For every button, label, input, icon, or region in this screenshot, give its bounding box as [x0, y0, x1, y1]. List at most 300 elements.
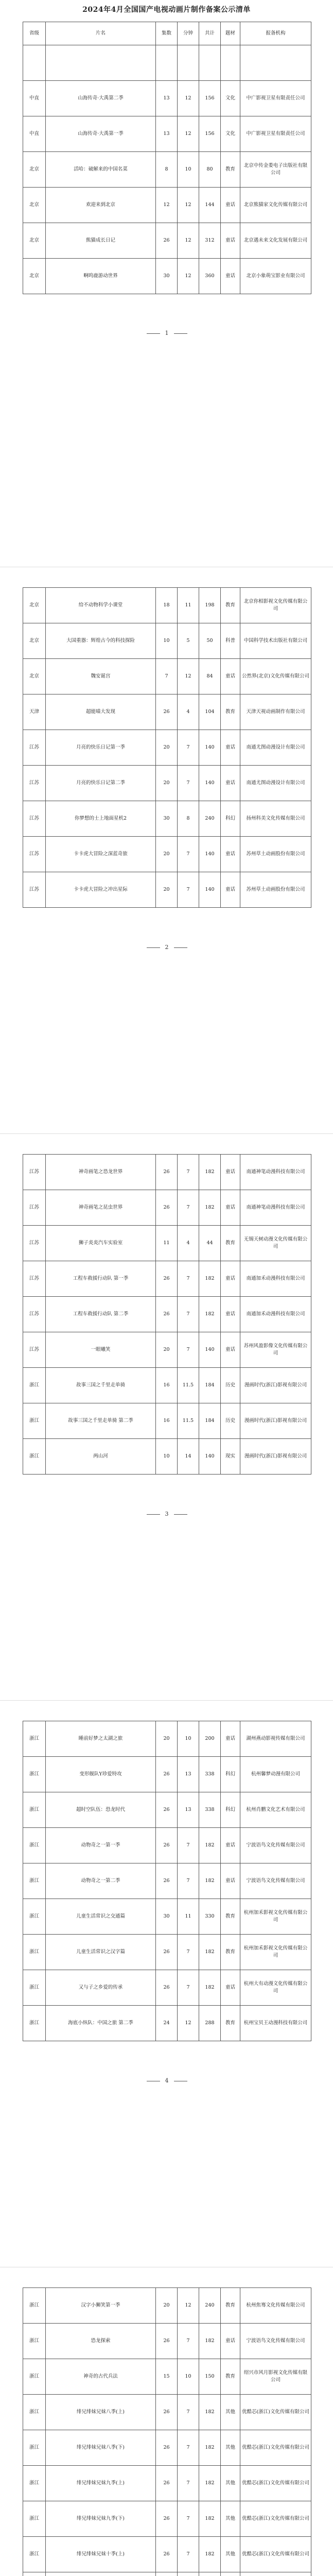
minutes-cell: 7	[178, 1297, 199, 1332]
region-cell: 江苏	[23, 1155, 46, 1190]
org-cell: 南通尤图动漫设计有限公司	[240, 766, 311, 801]
table-row	[23, 2572, 311, 2576]
org-cell: 宁波语鸟文化传媒有限公司	[240, 2324, 311, 2359]
total-cell: 184	[199, 1403, 221, 1439]
page-4	[23, 1721, 311, 2041]
title-cell: 绯兄绯妹兄妹八季(下)	[46, 2430, 156, 2466]
org-cell: 中广影视卫星有限责任公司	[240, 81, 311, 116]
total-cell: 182	[199, 2395, 221, 2430]
title-cell: 工程车救援行动队 第一季	[46, 1261, 156, 1297]
minutes-cell: 10	[178, 2359, 199, 2395]
table-row	[23, 1935, 311, 1970]
genre-cell: 童话	[221, 1863, 240, 1899]
minutes-cell: 7	[178, 1155, 199, 1190]
episodes-cell: 26	[156, 2537, 178, 2572]
org-cell: 公然界(北京)文化传媒有限公司	[240, 659, 311, 694]
title-cell: 神奇画笔之昆虫世界	[46, 1190, 156, 1226]
episodes-cell: 30	[156, 259, 178, 294]
minutes-cell: 5	[178, 623, 199, 659]
title-cell: 海底小纵队：中国之旅 第二季	[46, 2006, 156, 2041]
total-cell: 50	[199, 623, 221, 659]
org-cell: 中广影视卫星有限责任公司	[240, 116, 311, 152]
org-cell: 漫画时代(浙江)影视有限公司	[240, 1368, 311, 1403]
page-separator	[0, 1133, 333, 1134]
table-row	[23, 1226, 311, 1261]
genre-cell: 其他	[221, 2537, 240, 2572]
page-5	[23, 2287, 311, 2576]
region-cell: 江苏	[23, 1190, 46, 1226]
column-header: 题材	[221, 22, 240, 45]
region-cell: 北京	[23, 223, 46, 259]
genre-cell: 童话	[221, 1828, 240, 1863]
region-cell: 浙江	[23, 2359, 46, 2395]
total-cell: 182	[199, 1155, 221, 1190]
record-table	[23, 2287, 311, 2576]
table-row	[23, 1899, 311, 1935]
title-cell: 故事三国之千里走单骑 第二季	[46, 1403, 156, 1439]
total-cell: 104	[199, 694, 221, 730]
table-row	[23, 1439, 311, 1475]
total-cell: 330	[199, 1899, 221, 1935]
column-header: 共计	[199, 22, 221, 45]
minutes-cell: 7	[178, 1935, 199, 1970]
org-cell: 南通加禾动漫科技有限公司	[240, 1261, 311, 1297]
table-row	[23, 2537, 311, 2572]
episodes-cell: 26	[156, 1863, 178, 1899]
region-cell: 中直	[23, 116, 46, 152]
episodes-cell: 26	[156, 2430, 178, 2466]
region-cell: 天津	[23, 694, 46, 730]
total-cell: 156	[199, 81, 221, 116]
episodes-cell: 15	[156, 2359, 178, 2395]
episodes-cell: 10	[156, 1439, 178, 1475]
episodes-cell: 30	[156, 1899, 178, 1935]
genre-cell: 教育	[221, 1226, 240, 1261]
minutes-cell: 7	[178, 837, 199, 872]
region-cell: 浙江	[23, 2466, 46, 2501]
page-number	[23, 2077, 311, 2084]
genre-cell: 童话	[221, 1261, 240, 1297]
episodes-cell: 11	[156, 1226, 178, 1261]
episodes-cell: 26	[156, 1155, 178, 1190]
episodes-cell: 18	[156, 588, 178, 623]
table-header-row	[23, 22, 311, 45]
total-cell: 182	[199, 1297, 221, 1332]
episodes-cell: 13	[156, 116, 178, 152]
episodes-cell: 20	[156, 2288, 178, 2324]
minutes-cell: 7	[178, 1863, 199, 1899]
total-cell: 84	[199, 659, 221, 694]
org-cell: 苏州草土动画股份有限公司	[240, 837, 311, 872]
total-cell: 182	[199, 1970, 221, 2006]
total-cell: 156	[199, 116, 221, 152]
title-cell: 恐龙探索	[46, 2324, 156, 2359]
total-cell: 182	[199, 2430, 221, 2466]
table-row	[23, 45, 311, 81]
episodes-cell: 10	[156, 623, 178, 659]
column-header: 集数	[156, 22, 178, 45]
org-cell: 湖州燕动影视传媒有限公司	[240, 1721, 311, 1757]
region-cell: 浙江	[23, 1403, 46, 1439]
episodes-cell: 30	[156, 801, 178, 837]
total-cell: 140	[199, 1439, 221, 1475]
genre-cell: 历史	[221, 1403, 240, 1439]
org-cell: 优酷芯(浙江)文化传媒有限公司	[240, 2466, 311, 2501]
region-cell: 浙江	[23, 2288, 46, 2324]
region-cell: 江苏	[23, 766, 46, 801]
page-3	[23, 1154, 311, 1475]
total-cell: 182	[199, 1190, 221, 1226]
minutes-cell: 7	[178, 2501, 199, 2537]
title-cell	[46, 45, 156, 81]
table-row	[23, 2006, 311, 2041]
title-cell: 汉字小狮笑第一季	[46, 2288, 156, 2324]
total-cell: 182	[199, 1828, 221, 1863]
episodes-cell: 26	[156, 1970, 178, 2006]
record-table	[23, 1721, 311, 2041]
table-row	[23, 152, 311, 188]
episodes-cell: 7	[156, 659, 178, 694]
table-row	[23, 837, 311, 872]
page-number-text: 1	[165, 330, 169, 336]
title-cell: 神奇的古代兵法	[46, 2359, 156, 2395]
genre-cell: 童话	[221, 837, 240, 872]
table-row	[23, 2359, 311, 2395]
region-cell: 浙江	[23, 1863, 46, 1899]
minutes-cell: 14	[178, 1439, 199, 1475]
episodes-cell: 26	[156, 1190, 178, 1226]
total-cell: 184	[199, 1368, 221, 1403]
org-cell: 宁波语鸟文化传媒有限公司	[240, 1863, 311, 1899]
page-number-dash	[174, 1514, 187, 1515]
title-cell: 一眼曦笑	[46, 1332, 156, 1368]
genre-cell: 科幻	[221, 801, 240, 837]
table-row	[23, 1332, 311, 1368]
page-number-dash	[147, 1514, 160, 1515]
title-cell: 工程车救援行动队 第二季	[46, 1297, 156, 1332]
total-cell: 140	[199, 1332, 221, 1368]
region-cell: 北京	[23, 623, 46, 659]
genre-cell: 教育	[221, 588, 240, 623]
episodes-cell: 26	[156, 223, 178, 259]
title-cell: 儿童生活常识之汉字篇	[46, 1935, 156, 1970]
total-cell: 44	[199, 1226, 221, 1261]
page-separator	[0, 1700, 333, 1701]
minutes-cell: 12	[178, 188, 199, 223]
genre-cell: 童话	[221, 1297, 240, 1332]
total-cell	[199, 2572, 221, 2576]
episodes-cell: 26	[156, 1261, 178, 1297]
total-cell: 144	[199, 188, 221, 223]
minutes-cell: 12	[178, 2288, 199, 2324]
org-cell: 杭州加禾影视文化传媒有限公司	[240, 1935, 311, 1970]
table-row	[23, 81, 311, 116]
total-cell: 200	[199, 1721, 221, 1757]
org-cell: 北京中传金娄电子出版社有限公司	[240, 152, 311, 188]
table-row	[23, 2430, 311, 2466]
minutes-cell: 7	[178, 1970, 199, 2006]
region-cell: 浙江	[23, 1439, 46, 1475]
region-cell: 江苏	[23, 801, 46, 837]
minutes-cell: 11	[178, 1899, 199, 1935]
genre-cell: 文化	[221, 81, 240, 116]
title-cell: 神奇画笔之恐龙世界	[46, 1155, 156, 1190]
table-row	[23, 1190, 311, 1226]
genre-cell: 教育	[221, 1899, 240, 1935]
episodes-cell: 8	[156, 152, 178, 188]
genre-cell: 童话	[221, 766, 240, 801]
total-cell: 360	[199, 259, 221, 294]
title-cell: 大国重器：辉煌古今的科技探险	[46, 623, 156, 659]
minutes-cell: 11.5	[178, 1368, 199, 1403]
title-cell: 变形舰队Y珍爱特攻	[46, 1757, 156, 1792]
title-cell: 狮子炎炎汽车实验室	[46, 1226, 156, 1261]
title-cell: 绯兄绯妹兄妹十季(上)	[46, 2537, 156, 2572]
genre-cell: 其他	[221, 2430, 240, 2466]
region-cell: 浙江	[23, 1368, 46, 1403]
episodes-cell	[156, 2572, 178, 2576]
genre-cell: 其他	[221, 2395, 240, 2430]
page-number-dash	[147, 947, 160, 948]
episodes-cell: 26	[156, 1935, 178, 1970]
org-cell: 优酷芯(浙江)文化传媒有限公司	[240, 2537, 311, 2572]
total-cell: 140	[199, 766, 221, 801]
org-cell: 扬州科美文化传媒有限公司	[240, 801, 311, 837]
page-number	[23, 944, 311, 951]
org-cell: 北京熊猫家文化传媒有限公司	[240, 188, 311, 223]
genre-cell: 童话	[221, 223, 240, 259]
episodes-cell: 26	[156, 2395, 178, 2430]
minutes-cell: 7	[178, 2537, 199, 2572]
region-cell: 江苏	[23, 837, 46, 872]
genre-cell: 童话	[221, 872, 240, 908]
region-cell: 浙江	[23, 2430, 46, 2466]
minutes-cell	[178, 45, 199, 81]
title-cell: 山海传奇·大禹第一季	[46, 116, 156, 152]
region-cell: 北京	[23, 588, 46, 623]
table-row	[23, 1368, 311, 1403]
region-cell: 江苏	[23, 1226, 46, 1261]
episodes-cell: 16	[156, 1368, 178, 1403]
org-cell: 苏州风盈影像文化传媒有限公司	[240, 1332, 311, 1368]
title-cell: 动物奇之一第二季	[46, 1863, 156, 1899]
title-cell: 故事三国之千里走单骑	[46, 1368, 156, 1403]
minutes-cell: 10	[178, 1721, 199, 1757]
page-number-text: 4	[165, 2077, 169, 2084]
title-cell: 绯兄绯妹兄妹八季(上)	[46, 2395, 156, 2430]
record-table	[23, 22, 311, 294]
org-cell: 绍兴市风月影视文化传媒有限公司	[240, 2359, 311, 2395]
table-row	[23, 1757, 311, 1792]
title-cell: 活哈：破解来的中国名菜	[46, 152, 156, 188]
minutes-cell: 7	[178, 2430, 199, 2466]
region-cell	[23, 2572, 46, 2576]
total-cell: 312	[199, 223, 221, 259]
record-table	[23, 1154, 311, 1475]
genre-cell: 童话	[221, 2324, 240, 2359]
episodes-cell: 20	[156, 872, 178, 908]
total-cell: 182	[199, 1935, 221, 1970]
org-cell: 天津天视动画制作有限公司	[240, 694, 311, 730]
minutes-cell: 12	[178, 659, 199, 694]
minutes-cell: 7	[178, 1190, 199, 1226]
table-row	[23, 1721, 311, 1757]
title-cell: 魏安诞宫	[46, 659, 156, 694]
total-cell: 150	[199, 2359, 221, 2395]
genre-cell: 童话	[221, 1721, 240, 1757]
table-row	[23, 659, 311, 694]
total-cell: 182	[199, 2324, 221, 2359]
total-cell: 182	[199, 2466, 221, 2501]
minutes-cell: 7	[178, 766, 199, 801]
org-cell: 漫画时代(浙江)影视有限公司	[240, 1439, 311, 1475]
title-cell: 你梦想的士上地面星机2	[46, 801, 156, 837]
genre-cell: 科普	[221, 623, 240, 659]
org-cell: 北京遇未来文化发展有限公司	[240, 223, 311, 259]
table-row	[23, 1828, 311, 1863]
minutes-cell: 7	[178, 730, 199, 766]
title-cell: 动物奇之一第一季	[46, 1828, 156, 1863]
column-header: 分钟	[178, 22, 199, 45]
region-cell: 浙江	[23, 1828, 46, 1863]
title-cell: 卡卡虎大冒险之冲出星际	[46, 872, 156, 908]
total-cell: 182	[199, 2537, 221, 2572]
title-cell: 又与子之乡爱的传承	[46, 1970, 156, 2006]
org-cell	[240, 2572, 311, 2576]
org-cell: 南通神笔动漫科技有限公司	[240, 1190, 311, 1226]
org-cell: 杭州肖鹏文化艺术有限公司	[240, 1792, 311, 1828]
title-cell: 卡卡虎大冒险之深蓝奇旅	[46, 837, 156, 872]
title-cell: 超能喵大发现	[46, 694, 156, 730]
genre-cell: 科幻	[221, 1757, 240, 1792]
org-cell: 南通神笔动漫科技有限公司	[240, 1155, 311, 1190]
genre-cell: 教育	[221, 2359, 240, 2395]
table-row	[23, 2501, 311, 2537]
genre-cell: 童话	[221, 730, 240, 766]
region-cell: 浙江	[23, 2395, 46, 2430]
genre-cell: 教育	[221, 2288, 240, 2324]
genre-cell: 其他	[221, 2466, 240, 2501]
region-cell: 江苏	[23, 1261, 46, 1297]
episodes-cell: 26	[156, 1757, 178, 1792]
org-cell: 漫画时代(浙江)影视有限公司	[240, 1403, 311, 1439]
org-cell	[240, 45, 311, 81]
table-row	[23, 116, 311, 152]
genre-cell: 教育	[221, 152, 240, 188]
table-row	[23, 259, 311, 294]
table-row	[23, 1863, 311, 1899]
episodes-cell: 26	[156, 1828, 178, 1863]
minutes-cell: 4	[178, 1226, 199, 1261]
table-row	[23, 1155, 311, 1190]
genre-cell: 其他	[221, 2501, 240, 2537]
total-cell: 182	[199, 1261, 221, 1297]
minutes-cell: 12	[178, 259, 199, 294]
minutes-cell	[178, 2572, 199, 2576]
episodes-cell: 20	[156, 766, 178, 801]
table-row	[23, 730, 311, 766]
genre-cell: 文化	[221, 116, 240, 152]
page-number-dash	[147, 333, 160, 334]
title-cell: 月亮的快乐日记第一季	[46, 730, 156, 766]
minutes-cell: 7	[178, 1261, 199, 1297]
org-cell: 苏州草土动画股份有限公司	[240, 872, 311, 908]
region-cell: 北京	[23, 259, 46, 294]
region-cell: 浙江	[23, 1970, 46, 2006]
org-cell: 杭州馨梦动漫有限公司	[240, 1757, 311, 1792]
minutes-cell: 13	[178, 1757, 199, 1792]
org-cell: 北京你相影视文化传媒有限公司	[240, 588, 311, 623]
minutes-cell: 7	[178, 2324, 199, 2359]
page-number	[23, 330, 311, 336]
org-cell: 北京小象萌宝影业有限公司	[240, 259, 311, 294]
region-cell: 浙江	[23, 2006, 46, 2041]
title-cell: 月亮的快乐日记第二季	[46, 766, 156, 801]
table-row	[23, 801, 311, 837]
region-cell: 浙江	[23, 2501, 46, 2537]
table-row	[23, 2324, 311, 2359]
minutes-cell: 7	[178, 2395, 199, 2430]
minutes-cell: 7	[178, 1332, 199, 1368]
episodes-cell: 26	[156, 2324, 178, 2359]
genre-cell: 童话	[221, 1970, 240, 2006]
region-cell: 浙江	[23, 1899, 46, 1935]
record-table	[23, 587, 311, 908]
episodes-cell: 26	[156, 1792, 178, 1828]
total-cell: 338	[199, 1792, 221, 1828]
table-row	[23, 694, 311, 730]
title-cell: 熊猫成长日记	[46, 223, 156, 259]
episodes-cell: 13	[156, 81, 178, 116]
region-cell: 浙江	[23, 1792, 46, 1828]
table-row	[23, 872, 311, 908]
page-number-dash	[174, 947, 187, 948]
region-cell: 浙江	[23, 1935, 46, 1970]
table-row	[23, 1403, 311, 1439]
region-cell: 北京	[23, 152, 46, 188]
region-cell	[23, 45, 46, 81]
page-number-text: 3	[165, 1511, 169, 1517]
region-cell: 江苏	[23, 872, 46, 908]
total-cell: 198	[199, 588, 221, 623]
genre-cell: 童话	[221, 1190, 240, 1226]
org-cell: 中国科学技术出版社有限公司	[240, 623, 311, 659]
region-cell: 江苏	[23, 1297, 46, 1332]
genre-cell: 童话	[221, 188, 240, 223]
region-cell: 浙江	[23, 1721, 46, 1757]
title-cell: 绯兄绯妹兄妹九季(下)	[46, 2501, 156, 2537]
title-cell: 绯兄绯妹兄妹九季(上)	[46, 2466, 156, 2501]
genre-cell: 童话	[221, 1155, 240, 1190]
genre-cell: 教育	[221, 2006, 240, 2041]
table-row	[23, 1297, 311, 1332]
minutes-cell: 4	[178, 694, 199, 730]
genre-cell: 童话	[221, 259, 240, 294]
org-cell: 南通加禾动漫科技有限公司	[240, 1297, 311, 1332]
episodes-cell: 20	[156, 837, 178, 872]
episodes-cell: 20	[156, 730, 178, 766]
page-number-dash	[174, 333, 187, 334]
region-cell: 北京	[23, 659, 46, 694]
org-cell: 无锡天树动漫文化传媒有限公司	[240, 1226, 311, 1261]
table-row	[23, 1261, 311, 1297]
episodes-cell: 26	[156, 694, 178, 730]
org-cell: 优酷芯(浙江)文化传媒有限公司	[240, 2430, 311, 2466]
minutes-cell: 11	[178, 588, 199, 623]
org-cell: 杭州大有动漫文化传媒有限公司	[240, 1970, 311, 2006]
episodes-cell: 16	[156, 1403, 178, 1439]
episodes-cell: 26	[156, 1297, 178, 1332]
